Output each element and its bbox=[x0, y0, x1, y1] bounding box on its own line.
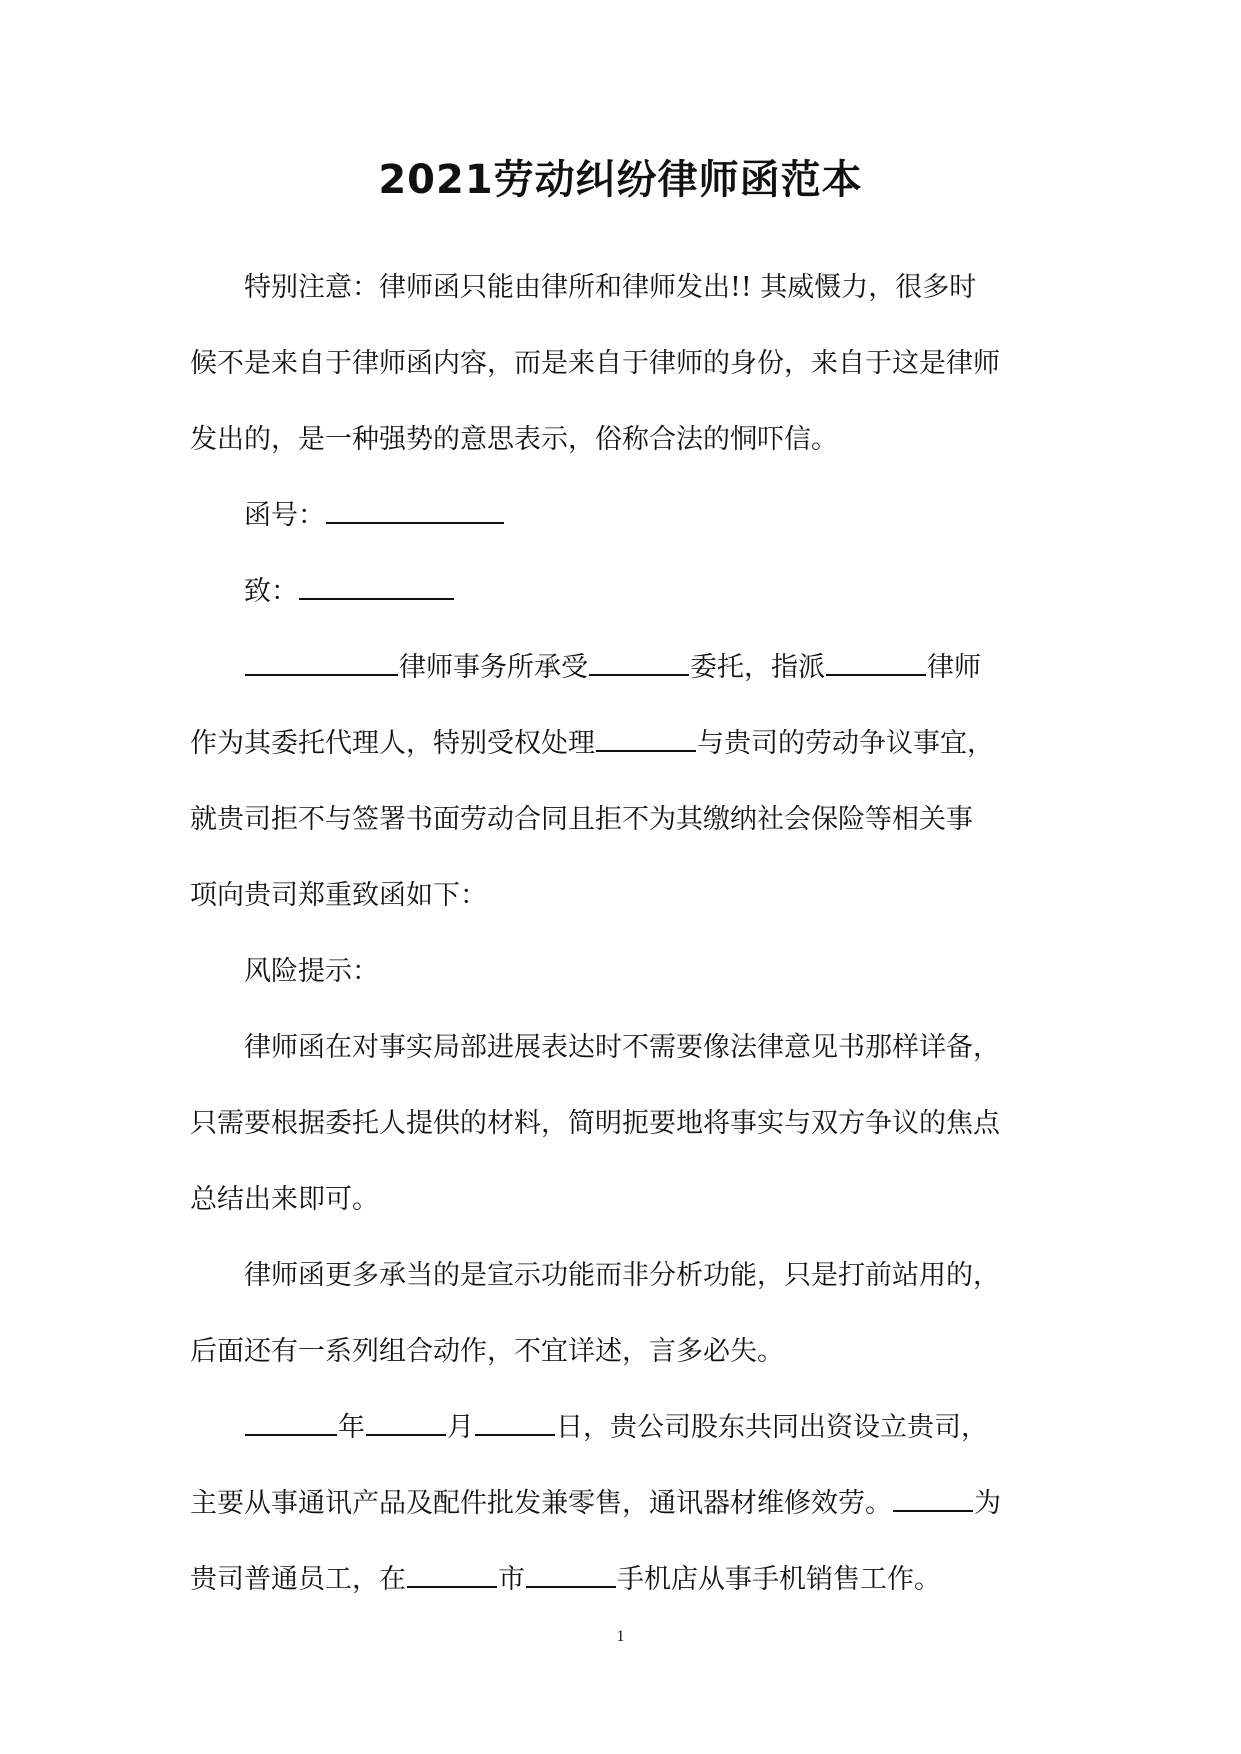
commission-line-2 bbox=[190, 706, 1052, 782]
recipient-blank[interactable] bbox=[299, 574, 454, 600]
commission-line-4: 项向贵司郑重致函如下： bbox=[190, 880, 487, 911]
commission-text-1: 律师事务所承受 bbox=[399, 652, 588, 683]
commission-line-2b: 与贵司的劳动争议事宜， bbox=[697, 728, 994, 759]
risk-paragraph-1 bbox=[190, 1010, 1052, 1086]
recipient-line bbox=[190, 554, 1052, 630]
facts-paragraph bbox=[190, 1390, 1052, 1466]
page-number: 1 bbox=[616, 1628, 625, 1645]
month-blank[interactable] bbox=[366, 1410, 446, 1436]
city-blank[interactable] bbox=[407, 1562, 497, 1588]
letter-number-label: 函号： bbox=[244, 500, 325, 531]
recipient-label: 致： bbox=[244, 576, 298, 607]
day-blank[interactable] bbox=[475, 1410, 555, 1436]
commission-paragraph bbox=[190, 630, 1052, 706]
law-firm-blank[interactable] bbox=[245, 650, 398, 676]
lawyer-blank[interactable] bbox=[826, 650, 926, 676]
risk-1-line-3: 总结出来即可。 bbox=[190, 1184, 379, 1215]
facts-line-3c: 手机店从事手机销售工作。 bbox=[617, 1564, 941, 1595]
store-blank[interactable] bbox=[526, 1562, 616, 1588]
facts-line-2b: 为 bbox=[974, 1488, 1001, 1519]
risk-1-line-1: 律师函在对事实局部进展表达时不需要像法律意见书那样详备， bbox=[244, 1032, 1000, 1063]
risk-2-line-1: 律师函更多承当的是宣示功能而非分析功能，只是打前站用的， bbox=[244, 1260, 1000, 1291]
commission-line-2a: 作为其委托代理人，特别受权处理 bbox=[190, 728, 595, 759]
notice-paragraph-cont bbox=[190, 326, 1052, 478]
client-blank[interactable] bbox=[589, 650, 689, 676]
employee-blank[interactable] bbox=[596, 726, 696, 752]
risk-paragraph-1-cont bbox=[190, 1086, 1052, 1238]
facts-line-3a: 贵司普通员工，在 bbox=[190, 1564, 406, 1595]
employee-name-blank[interactable] bbox=[893, 1486, 973, 1512]
commission-paragraph-cont bbox=[190, 706, 1052, 934]
day-text: 日，贵公司股东共同出资设立贵司， bbox=[556, 1412, 988, 1443]
letter-number-line bbox=[190, 478, 1052, 554]
facts-paragraph-cont bbox=[190, 1466, 1052, 1618]
document-body bbox=[190, 250, 1052, 1618]
notice-line-1: 特别注意：律师函只能由律所和律师发出!! 其威慑力，很多时 bbox=[244, 272, 977, 303]
risk-notice-heading bbox=[190, 934, 1052, 1010]
commission-text-3: 律师 bbox=[927, 652, 981, 683]
facts-line-3 bbox=[190, 1542, 1052, 1618]
commission-text-2: 委托，指派 bbox=[690, 652, 825, 683]
month-label: 月 bbox=[447, 1412, 474, 1443]
letter-number-blank[interactable] bbox=[326, 498, 504, 524]
risk-paragraph-2 bbox=[190, 1238, 1052, 1314]
risk-paragraph-2-cont bbox=[190, 1314, 1052, 1390]
facts-line-2 bbox=[190, 1466, 1052, 1542]
year-blank[interactable] bbox=[245, 1410, 337, 1436]
document-title: 2021劳动纠纷律师函范本 bbox=[378, 157, 863, 203]
notice-line-2: 候不是来自于律师函内容，而是来自于律师的身份，来自于这是律师 bbox=[190, 348, 1000, 379]
risk-1-line-2: 只需要根据委托人提供的材料，简明扼要地将事实与双方争议的焦点 bbox=[190, 1108, 1000, 1139]
risk-2-line-2: 后面还有一系列组合动作，不宜详述，言多必失。 bbox=[190, 1336, 784, 1367]
commission-line-3: 就贵司拒不与签署书面劳动合同且拒不为其缴纳社会保险等相关事 bbox=[190, 804, 973, 835]
notice-line-3: 发出的，是一种强势的意思表示，俗称合法的恫吓信。 bbox=[190, 424, 838, 455]
facts-line-2a: 主要从事通讯产品及配件批发兼零售，通讯器材维修效劳。 bbox=[190, 1488, 892, 1519]
year-label: 年 bbox=[338, 1412, 365, 1443]
risk-notice-label: 风险提示： bbox=[244, 956, 379, 987]
facts-line-3b: 市 bbox=[498, 1564, 525, 1595]
notice-paragraph bbox=[190, 250, 1052, 326]
